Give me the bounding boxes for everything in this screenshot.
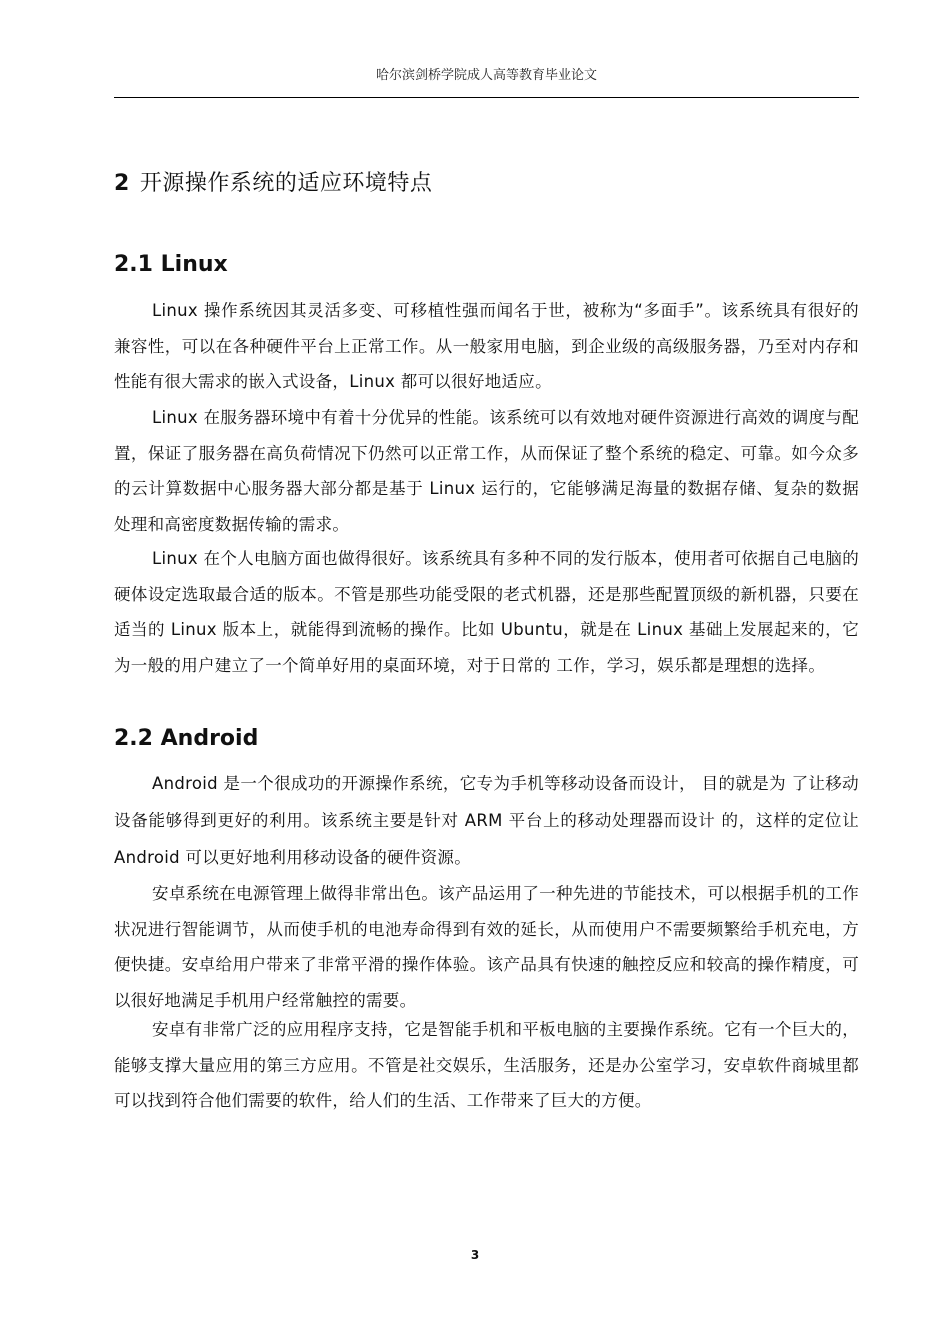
paragraph-android-1: Android 是一个很成功的开源操作系统，它专为手机等移动设备而设计， 目的就是为 了让移动设备能够得到更好的利用。该系统主要是针对 ARM 平台上的移动处理器而设计 的，这样的定位让 Android 可以更好地利用移动设备的硬件资源。 (114, 774, 859, 867)
paragraph-android-2: 安卓系统在电源管理上做得非常出色。该产品运用了一种先进的节能技术，可以根据手机的工作状况进行智能调节，从而使手机的电池寿命得到有效的延长，从而使用户不需要频繁给手机充电，方便快捷。安卓给用户带来了非常平滑的操作体验。该产品具有快速的触控反应和较高的操作精度，可以很好地满足手机用户经常触控的需要。 (114, 884, 859, 1010)
chapter-title (114, 166, 432, 197)
page-number: 3 (470, 1248, 480, 1262)
paragraph-android-3: 安卓有非常广泛的应用程序支持，它是智能手机和平板电脑的主要操作系统。它有一个巨大的，能够支撑大量应用的第三方应用。不管是社交娱乐，生活服务，还是办公室学习，安卓软件商城里都可以找到符合他们需要的软件，给人们的生活、工作带来了巨大的方便。 (114, 1020, 859, 1110)
section-title-android: 2.2 Android (114, 726, 259, 751)
running-header: 哈尔滨剑桥学院成人高等教育毕业论文 (375, 68, 597, 83)
paragraph-linux-3: Linux 在个人电脑方面也做得很好。该系统具有多种不同的发行版本，使用者可依据自己电脑的硬体设定选取最合适的版本。不管是那些功能受限的老式机器，还是那些配置顶级的新机器，只要在适当的 Linux 版本上，就能得到流畅的操作。比如 Ubuntu，就是在 Linux 基础上发展起来的，它为一般的用户建立了一个简单好用的桌面环境，对于日常的 工作，学习，娱乐都是理想的选择。 (114, 549, 859, 675)
paragraph-linux-2: Linux 在服务器环境中有着十分优异的性能。该系统可以有效地对硬件资源进行高效的调度与配置，保证了服务器在高负荷情况下仍然可以正常工作，从而保证了整个系统的稳定、可靠。如今众多的云计算数据中心服务器大部分都是基于 Linux 运行的，它能够满足海量的数据存储、复杂的数据处理和高密度数据传输的需求。 (114, 408, 859, 534)
chapter-title-text: 开源操作系统的适应环境特点 (139, 171, 433, 196)
section-title-linux: 2.1 Linux (114, 252, 228, 277)
paragraph-linux-1: Linux 操作系统因其灵活多变、可移植性强而闻名于世，被称为“多面手”。该系统具有很好的兼容性，可以在各种硬件平台上正常工作。从一般家用电脑，到企业级的高级服务器，乃至对内存和性能有很大需求的嵌入式设备，Linux 都可以很好地适应。 (114, 301, 859, 391)
chapter-number: 2 (114, 171, 130, 196)
header-rule (114, 97, 859, 98)
